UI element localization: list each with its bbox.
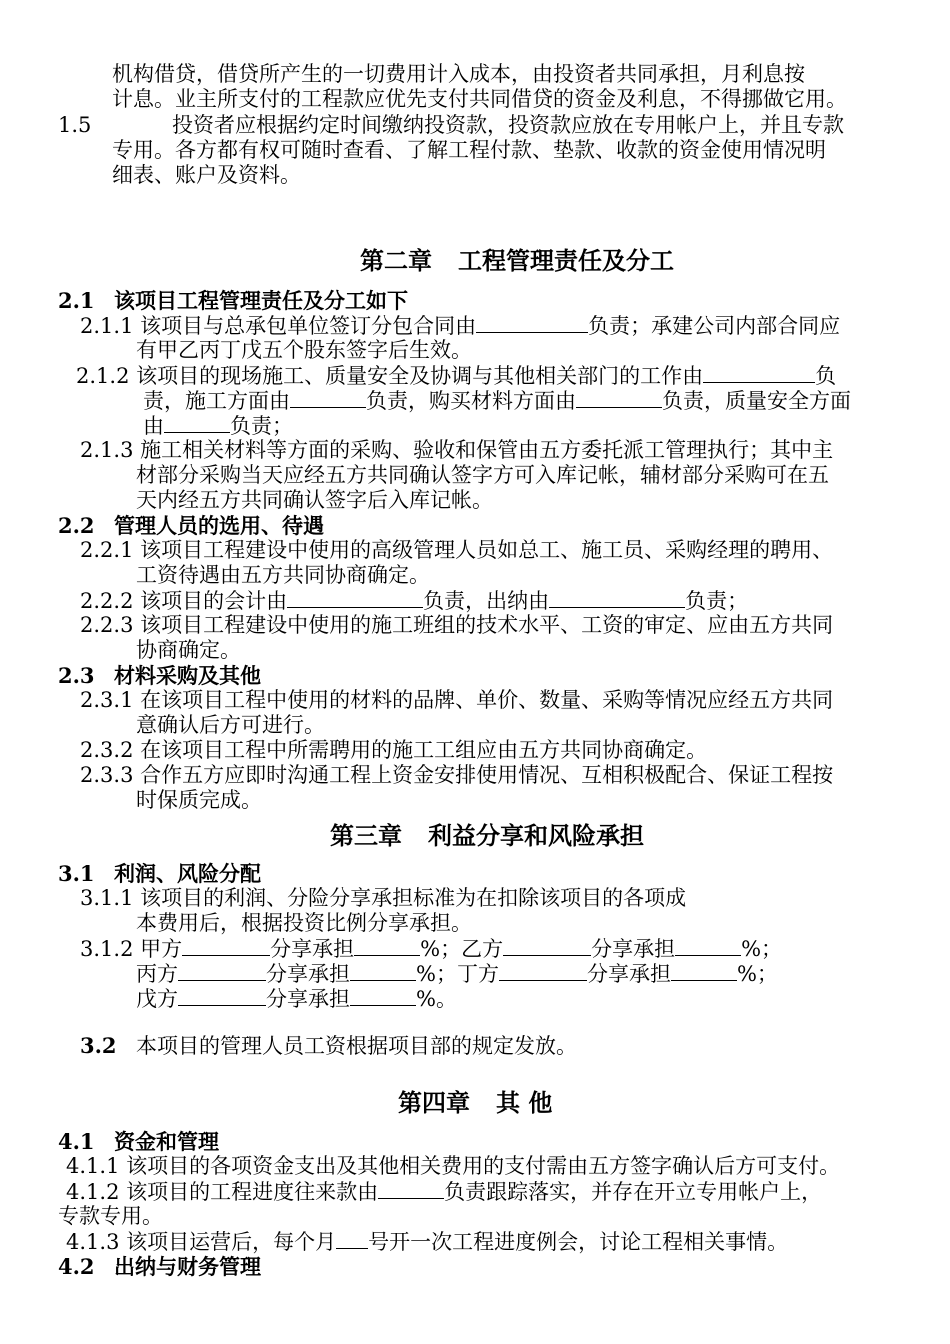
item-2-3-3-line-1: 2.3.3 合作五方应即时沟通工程上资金安排使用情况、互相积极配合、保证工程按 bbox=[80, 763, 834, 787]
chapter-3-number: 第三章 bbox=[330, 821, 402, 850]
item-3-1-1-line-1: 3.1.1 该项目的利润、分险分享承担标准为在扣除该项目的各项成 bbox=[80, 886, 687, 910]
item-2-1-1-line-2: 有甲乙丙丁戊五个股东签字后生效。 bbox=[136, 338, 472, 362]
blank-field[interactable] bbox=[164, 413, 230, 433]
party-ding-label: 丁方 bbox=[456, 962, 499, 986]
section-3-2-text: 本项目的管理人员工资根据项目部的规定发放。 bbox=[136, 1034, 577, 1058]
section-2-2-number: 2.2 bbox=[58, 513, 95, 538]
item-2-1-2-text-f: 由 bbox=[143, 414, 164, 438]
section-2-1-title: 该项目工程管理责任及分工如下 bbox=[114, 288, 408, 313]
item-3-1-2-number: 3.1.2 bbox=[80, 937, 134, 961]
blank-field[interactable] bbox=[499, 961, 587, 981]
blank-field[interactable] bbox=[549, 588, 685, 608]
section-3-1-number: 3.1 bbox=[58, 861, 95, 886]
item-2-1-1-text-a: 2.1.1 该项目与总承包单位签订分包合同由 bbox=[80, 314, 477, 338]
blank-field[interactable] bbox=[576, 388, 662, 408]
item-2-1-2-line-3 bbox=[143, 413, 293, 439]
item-2-2-2-text-b: 负责，出纳由 bbox=[423, 589, 550, 613]
item-2-1-2-text-g: 负责； bbox=[230, 414, 293, 438]
section-2-3-title: 材料采购及其他 bbox=[114, 663, 261, 688]
item-2-1-2-line-1 bbox=[76, 363, 836, 389]
percent-sep: %； bbox=[416, 962, 457, 986]
item-3-1-2-line-3 bbox=[136, 986, 457, 1012]
item-4-1-1-line: 4.1.1 该项目的各项资金支出及其他相关费用的支付需由五方签字确认后方可支付。 bbox=[66, 1154, 841, 1178]
item-2-1-2-line-2 bbox=[143, 388, 851, 414]
share-label: 分享承担 bbox=[266, 987, 350, 1011]
item-3-1-1-line-2: 本费用后，根据投资比例分享承担。 bbox=[136, 911, 472, 935]
party-yi-label: 乙方 bbox=[461, 937, 504, 961]
party-bing-label: 丙方 bbox=[136, 962, 178, 986]
blank-field[interactable] bbox=[290, 388, 366, 408]
section-4-1-number: 4.1 bbox=[58, 1129, 95, 1154]
item-2-2-3-line-1: 2.2.3 该项目工程建设中使用的施工班组的技术水平、工资的审定、应由五方共同 bbox=[80, 613, 834, 637]
blank-field[interactable] bbox=[378, 1179, 444, 1199]
section-2-2-heading bbox=[58, 513, 324, 538]
item-2-1-2-text-d: 负责，购买材料方面由 bbox=[366, 389, 576, 413]
item-2-2-2-line bbox=[80, 588, 748, 614]
item-2-1-1-line-1 bbox=[80, 313, 840, 339]
chapter-4-title: 其 他 bbox=[496, 1088, 553, 1117]
section-2-3-heading bbox=[58, 663, 261, 688]
chapter-4-heading bbox=[398, 1090, 552, 1115]
blank-field[interactable] bbox=[503, 936, 591, 956]
para-1-4-line-2: 计息。业主所支付的工程款应优先支付共同借贷的资金及利息，不得挪做它用。 bbox=[112, 87, 847, 111]
item-2-2-2-text-a: 2.2.2 该项目的会计由 bbox=[80, 589, 288, 613]
item-2-1-2-text-b: 负 bbox=[815, 364, 837, 388]
blank-field[interactable] bbox=[336, 1229, 368, 1249]
section-3-2-number: 3.2 bbox=[80, 1033, 117, 1058]
item-2-2-1-line-1: 2.2.1 该项目工程建设中使用的高级管理人员如总工、施工员、采购经理的聘用、 bbox=[80, 538, 834, 562]
section-2-1-number: 2.1 bbox=[58, 288, 95, 313]
section-3-1-heading bbox=[58, 861, 261, 886]
blank-field[interactable] bbox=[476, 313, 588, 333]
para-1-4-line-1: 机构借贷，借贷所产生的一切费用计入成本，由投资者共同承担，月利息按 bbox=[112, 62, 805, 86]
item-2-3-3-line-2: 时保质完成。 bbox=[136, 788, 262, 812]
section-4-2-title: 出纳与财务管理 bbox=[114, 1254, 261, 1279]
section-2-2-title: 管理人员的选用、待遇 bbox=[114, 513, 324, 538]
item-2-1-1-text-b: 负责；承建公司内部合同应 bbox=[588, 314, 841, 338]
item-2-1-3-line-2: 材部分采购当天应经五方共同确认签字方可入库记帐，辅材部分采购可在五 bbox=[136, 463, 829, 487]
item-2-2-2-text-c: 负责； bbox=[685, 589, 749, 613]
blank-field[interactable] bbox=[350, 986, 416, 1006]
clause-1-5-line-2: 专用。各方都有权可随时查看、了解工程付款、垫款、收款的资金使用情况明 bbox=[112, 138, 826, 162]
item-4-1-3-text-a: 4.1.3 该项目运营后，每个月 bbox=[66, 1230, 337, 1254]
percent-sep: %； bbox=[741, 937, 783, 961]
item-4-1-3-line bbox=[66, 1229, 788, 1255]
blank-field[interactable] bbox=[182, 936, 270, 956]
clause-1-5-line-3: 细表、账户及资料。 bbox=[112, 163, 301, 187]
section-4-2-heading bbox=[58, 1254, 261, 1279]
section-2-1-heading bbox=[58, 288, 408, 313]
item-2-1-3-line-3: 天内经五方共同确认签字后入库记帐。 bbox=[136, 488, 493, 512]
share-label: 分享承担 bbox=[266, 962, 350, 986]
percent-sep: %； bbox=[736, 962, 778, 986]
section-3-2-line bbox=[80, 1033, 577, 1059]
chapter-4-number: 第四章 bbox=[398, 1088, 470, 1117]
clause-1-5-number: 1.5 bbox=[58, 113, 92, 137]
share-label: 分享承担 bbox=[591, 937, 676, 961]
share-label: 分享承担 bbox=[586, 962, 671, 986]
chapter-3-heading bbox=[330, 823, 644, 848]
item-2-3-2-line: 2.3.2 在该项目工程中所需聘用的施工工组应由五方共同协商确定。 bbox=[80, 738, 708, 762]
item-4-1-2-line-1 bbox=[66, 1179, 822, 1205]
item-2-2-3-line-2: 协商确定。 bbox=[136, 638, 241, 662]
chapter-2-title: 工程管理责任及分工 bbox=[458, 246, 674, 275]
chapter-2-number: 第二章 bbox=[360, 246, 432, 275]
item-2-1-2-text-c: 责，施工方面由 bbox=[143, 389, 290, 413]
blank-field[interactable] bbox=[671, 961, 737, 981]
blank-field[interactable] bbox=[350, 961, 416, 981]
item-2-1-2-text-e: 负责，质量安全方面 bbox=[662, 389, 851, 413]
chapter-2-heading bbox=[360, 248, 674, 273]
item-2-3-1-line-2: 意确认后方可进行。 bbox=[136, 713, 325, 737]
item-4-1-2-line-2: 专款专用。 bbox=[58, 1204, 163, 1228]
section-4-1-heading bbox=[58, 1129, 219, 1154]
percent-sep: %； bbox=[420, 937, 462, 961]
blank-field[interactable] bbox=[178, 986, 266, 1006]
blank-field[interactable] bbox=[287, 588, 423, 608]
party-jia-label: 甲方 bbox=[140, 937, 183, 961]
item-2-1-3-line-1: 2.1.3 施工相关材料等方面的采购、验收和保管由五方委托派工管理执行；其中主 bbox=[80, 438, 834, 462]
item-3-1-2-line-2 bbox=[136, 961, 778, 987]
share-label: 分享承担 bbox=[270, 937, 355, 961]
blank-field[interactable] bbox=[354, 936, 420, 956]
item-4-1-3-text-b: 号开一次工程进度例会，讨论工程相关事情。 bbox=[368, 1230, 789, 1254]
item-2-1-2-text-a: 2.1.2 该项目的现场施工、质量安全及协调与其他相关部门的工作由 bbox=[76, 364, 704, 388]
section-2-3-number: 2.3 bbox=[58, 663, 95, 688]
item-2-2-1-line-2: 工资待遇由五方共同协商确定。 bbox=[136, 563, 430, 587]
item-2-3-1-line-1: 2.3.1 在该项目工程中使用的材料的品牌、单价、数量、采购等情况应经五方共同 bbox=[80, 688, 834, 712]
blank-field[interactable] bbox=[675, 936, 741, 956]
blank-field[interactable] bbox=[703, 363, 815, 383]
clause-1-5-line-1: 投资者应根据约定时间缴纳投资款，投资款应放在专用帐户上，并且专款 bbox=[172, 113, 844, 137]
blank-field[interactable] bbox=[178, 961, 266, 981]
percent-end: %。 bbox=[416, 987, 457, 1011]
chapter-3-title: 利益分享和风险承担 bbox=[428, 821, 644, 850]
item-4-1-2-text-a: 4.1.2 该项目的工程进度往来款由 bbox=[66, 1180, 379, 1204]
section-4-2-number: 4.2 bbox=[58, 1254, 95, 1279]
section-4-1-title: 资金和管理 bbox=[114, 1129, 219, 1154]
section-3-1-title: 利润、风险分配 bbox=[114, 861, 261, 886]
item-3-1-2-line-1 bbox=[80, 936, 782, 962]
party-wu-label: 戊方 bbox=[136, 987, 178, 1011]
item-4-1-2-text-b: 负责跟踪落实，并存在开立专用帐户上， bbox=[444, 1180, 823, 1204]
